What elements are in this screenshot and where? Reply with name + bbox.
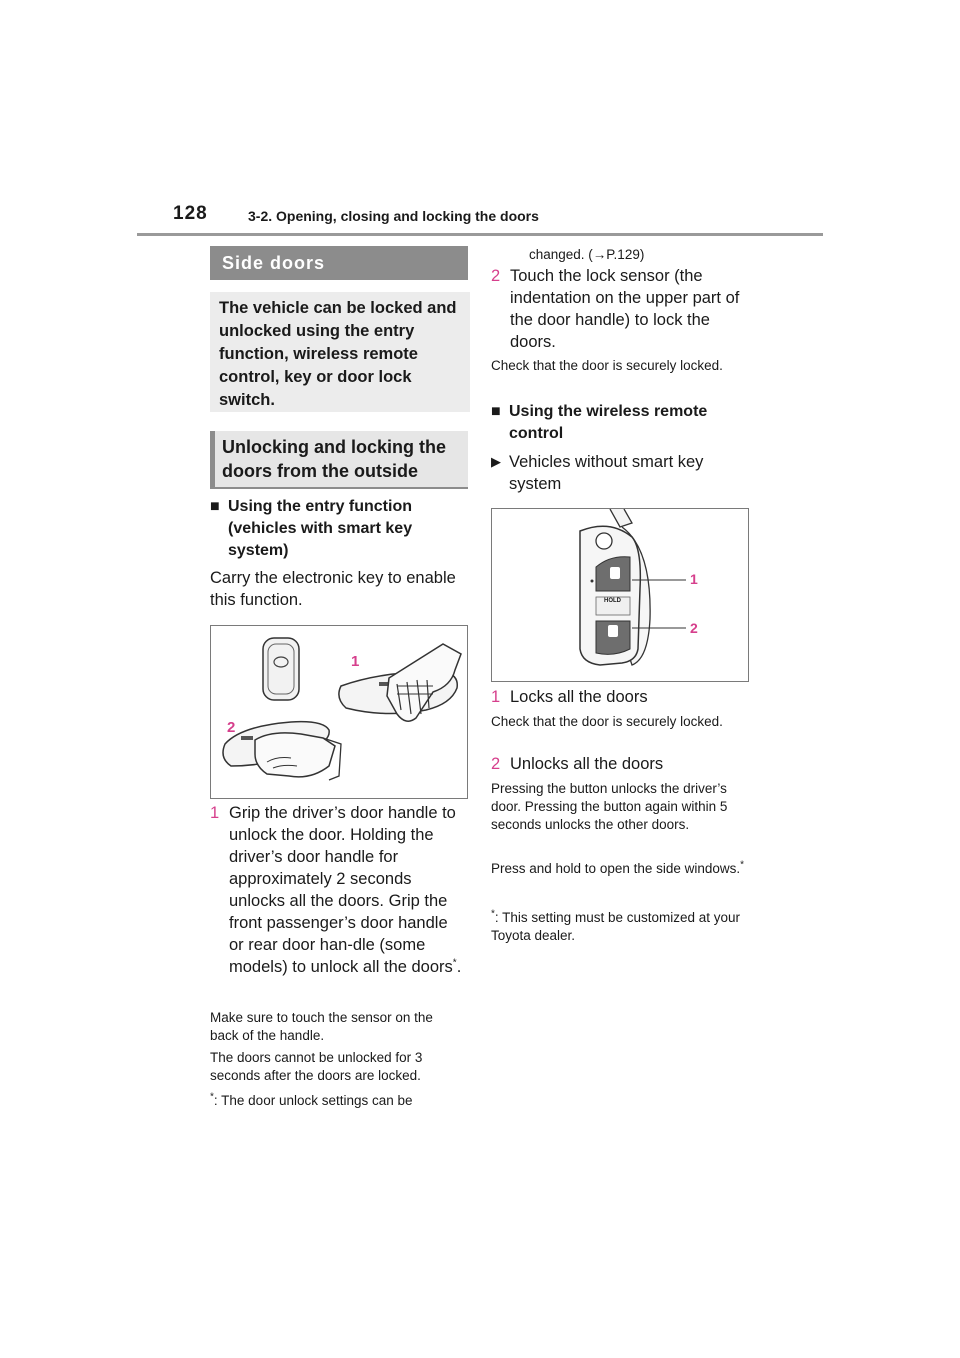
figure-callout-1: 1 — [351, 653, 360, 670]
remote-step-1-note: Check that the door is securely locked. — [491, 714, 723, 729]
arrow-right-icon: → — [592, 247, 607, 262]
entry-footnote-continued: changed. (→P.129) — [529, 247, 645, 262]
figure-callout-2: 2 — [690, 620, 698, 636]
step-number: 1 — [491, 688, 501, 706]
entry-body: Carry the electronic key to enable this function. — [210, 569, 456, 609]
square-bullet-icon: ■ — [491, 403, 501, 420]
remote-step-2-note-2: Press and hold to open the side windows.* — [491, 859, 745, 876]
subsection-title: Unlocking and locking the doors from the outside — [210, 431, 468, 489]
page-number: 128 — [173, 203, 208, 224]
entry-step-1: 1 Grip the driver’s door handle to unlock the door. Holding the driver’s door handle for approximately 2 seconds unlocks all the doors. Grip the front passenger’s door handle or rear door han-dle (some models) to unlock all the doors*. — [210, 804, 462, 976]
triangle-bullet-icon: ▶ — [491, 454, 501, 469]
figure-callout-1: 1 — [690, 571, 698, 587]
remote-figure — [491, 508, 749, 682]
remote-step-2-note: Pressing the button unlocks the driver’s door. Pressing the button again within 5 seconds unlocks the other doors. — [491, 781, 728, 832]
section-intro: The vehicle can be locked and unlocked using the entry function, wireless remote control, key or door lock switch. — [210, 292, 470, 412]
remote-step-1: 1 Locks all the doors — [491, 688, 648, 706]
square-bullet-icon: ■ — [210, 498, 220, 515]
step-number: 2 — [491, 755, 501, 773]
step-number: 2 — [491, 267, 501, 285]
entry-heading: ■ Using the entry function (vehicles with smart key system) — [210, 498, 413, 559]
figure-callout-2: 2 — [227, 719, 236, 736]
entry-footnote: *: The door unlock settings can be — [210, 1091, 413, 1108]
remote-footnote: *: This setting must be customized at your Toyota dealer. — [491, 908, 741, 943]
door-handle-illustration — [211, 626, 467, 798]
chapter-title: 3-2. Opening, closing and locking the doors — [248, 208, 539, 224]
remote-step-2: 2 Unlocks all the doors — [491, 755, 664, 773]
entry-figure — [210, 625, 468, 799]
step-number: 1 — [210, 804, 220, 822]
remote-heading: ■ Using the wireless remote control — [491, 403, 708, 442]
entry-step-2: 2 Touch the lock sensor (the indentation on the upper part of the door handle) to lock the doors. — [491, 267, 740, 351]
entry-note-2: The doors cannot be unlocked for 3 seconds after the doors are locked. — [210, 1050, 423, 1083]
header-rule — [137, 233, 823, 236]
remote-key-illustration — [492, 509, 748, 681]
hold-label: HOLD — [604, 598, 621, 604]
entry-step-2-note: Check that the door is securely locked. — [491, 358, 723, 373]
remote-subheading: ▶ Vehicles without smart key system — [491, 453, 704, 493]
section-title: Side doors — [210, 246, 468, 280]
entry-note-1: Make sure to touch the sensor on the back of the handle. — [210, 1010, 433, 1043]
